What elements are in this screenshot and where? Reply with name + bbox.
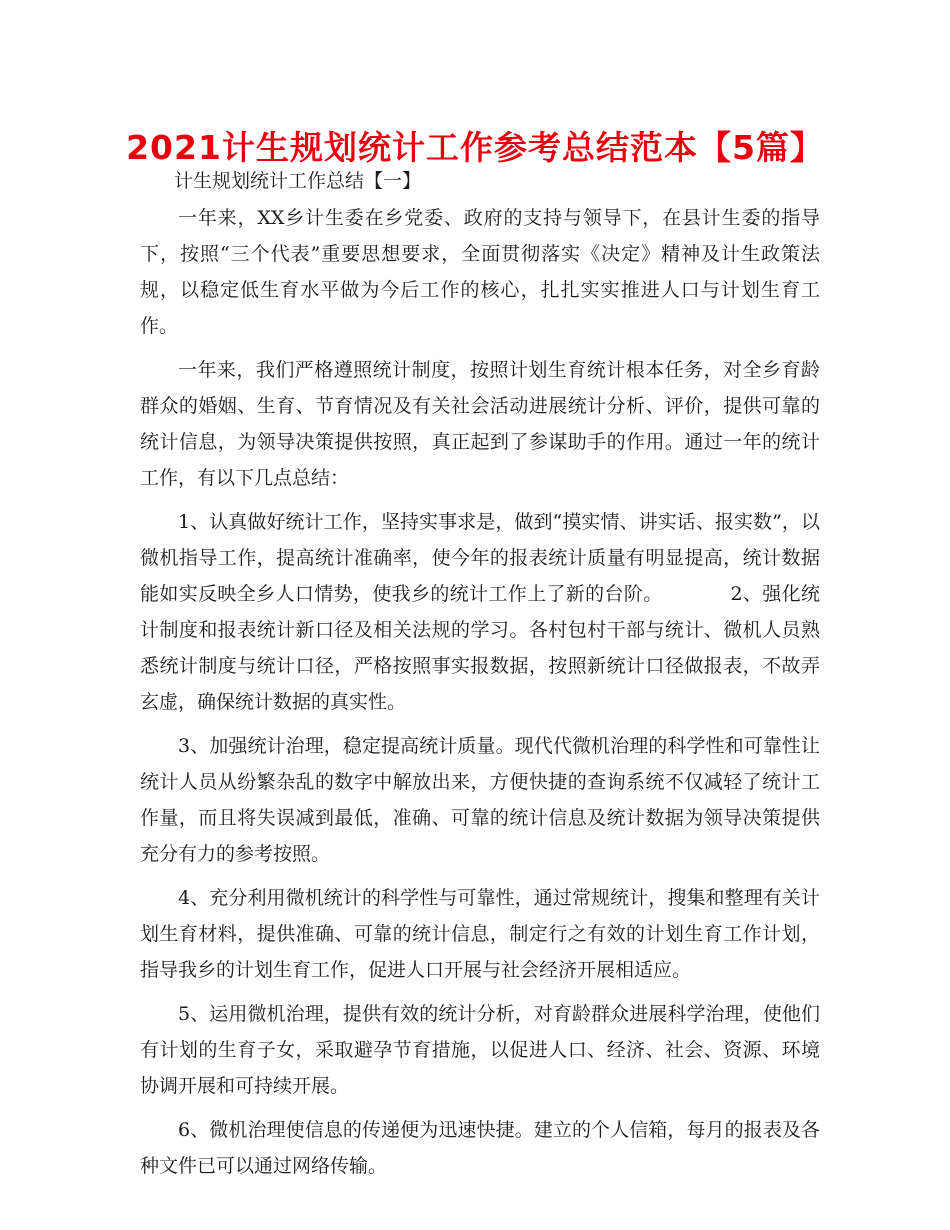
- paragraph: 1、认真做好统计工作，坚持实事求是，做到“摸实情、讲实话、报实数”，以微机指导工作，提高统计准确率，使今年的报表统计质量有明显提高，统计数据能如实反映全乡人口情势，使我乡的统计工作上了新的台阶。 2、强化统计制度和报表统计新口径及相关法规的学习。各村包村干部与统计、微机人员熟悉统计制度与统计口径，严格按照事实报数据，按照新统计口径做报表，不故弄玄虚，确保统计数据的真实性。: [140, 511, 820, 713]
- section-subtitle: 计生规划统计工作总结【一】: [174, 170, 422, 192]
- paragraph: 一年来，我们严格遵照统计制度，按照计划生育统计根本任务，对全乡育龄群众的婚姻、生育、节育情况及有关社会活动进展统计分析、评价，提供可靠的统计信息，为领导决策提供按照，真正起到了参谋助手的作用。通过一年的统计工作，有以下几点总结：: [140, 359, 820, 489]
- document-title: 2021计生规划统计工作参考总结范本【5篇】: [126, 128, 824, 167]
- paragraph: 4、充分利用微机统计的科学性与可靠性，通过常规统计，搜集和整理有关计划生育材料，提供准确、可靠的统计信息，制定行之有效的计划生育工作计划，指导我乡的计划生育工作，促进人口开展与社会经济开展相适应。: [140, 887, 820, 981]
- document-body: [140, 200, 820, 1192]
- paragraph: 6、微机治理使信息的传递便为迅速快捷。建立的个人信箱，每月的报表及各种文件已可以通过网络传输。: [140, 1119, 820, 1177]
- paragraph: 5、运用微机治理，提供有效的统计分析，对育龄群众进展科学治理，使他们有计划的生育子女，采取避孕节育措施，以促进人口、经济、社会、资源、环境协调开展和可持续开展。: [140, 1003, 820, 1097]
- paragraph: 一年来，XX乡计生委在乡党委、政府的支持与领导下，在县计生委的指导下，按照“三个代表”重要思想要求，全面贯彻落实《决定》精神及计生政策法规，以稳定低生育水平做为今后工作的核心，扎扎实实推进人口与计划生育工作。: [140, 207, 820, 337]
- paragraph: 3、加强统计治理，稳定提高统计质量。现代代微机治理的科学性和可靠性让统计人员从纷繁杂乱的数字中解放出来，方便快捷的查询系统不仅减轻了统计工作量，而且将失误减到最低，准确、可靠的统计信息及统计数据为领导决策提供充分有力的参考按照。: [140, 735, 820, 865]
